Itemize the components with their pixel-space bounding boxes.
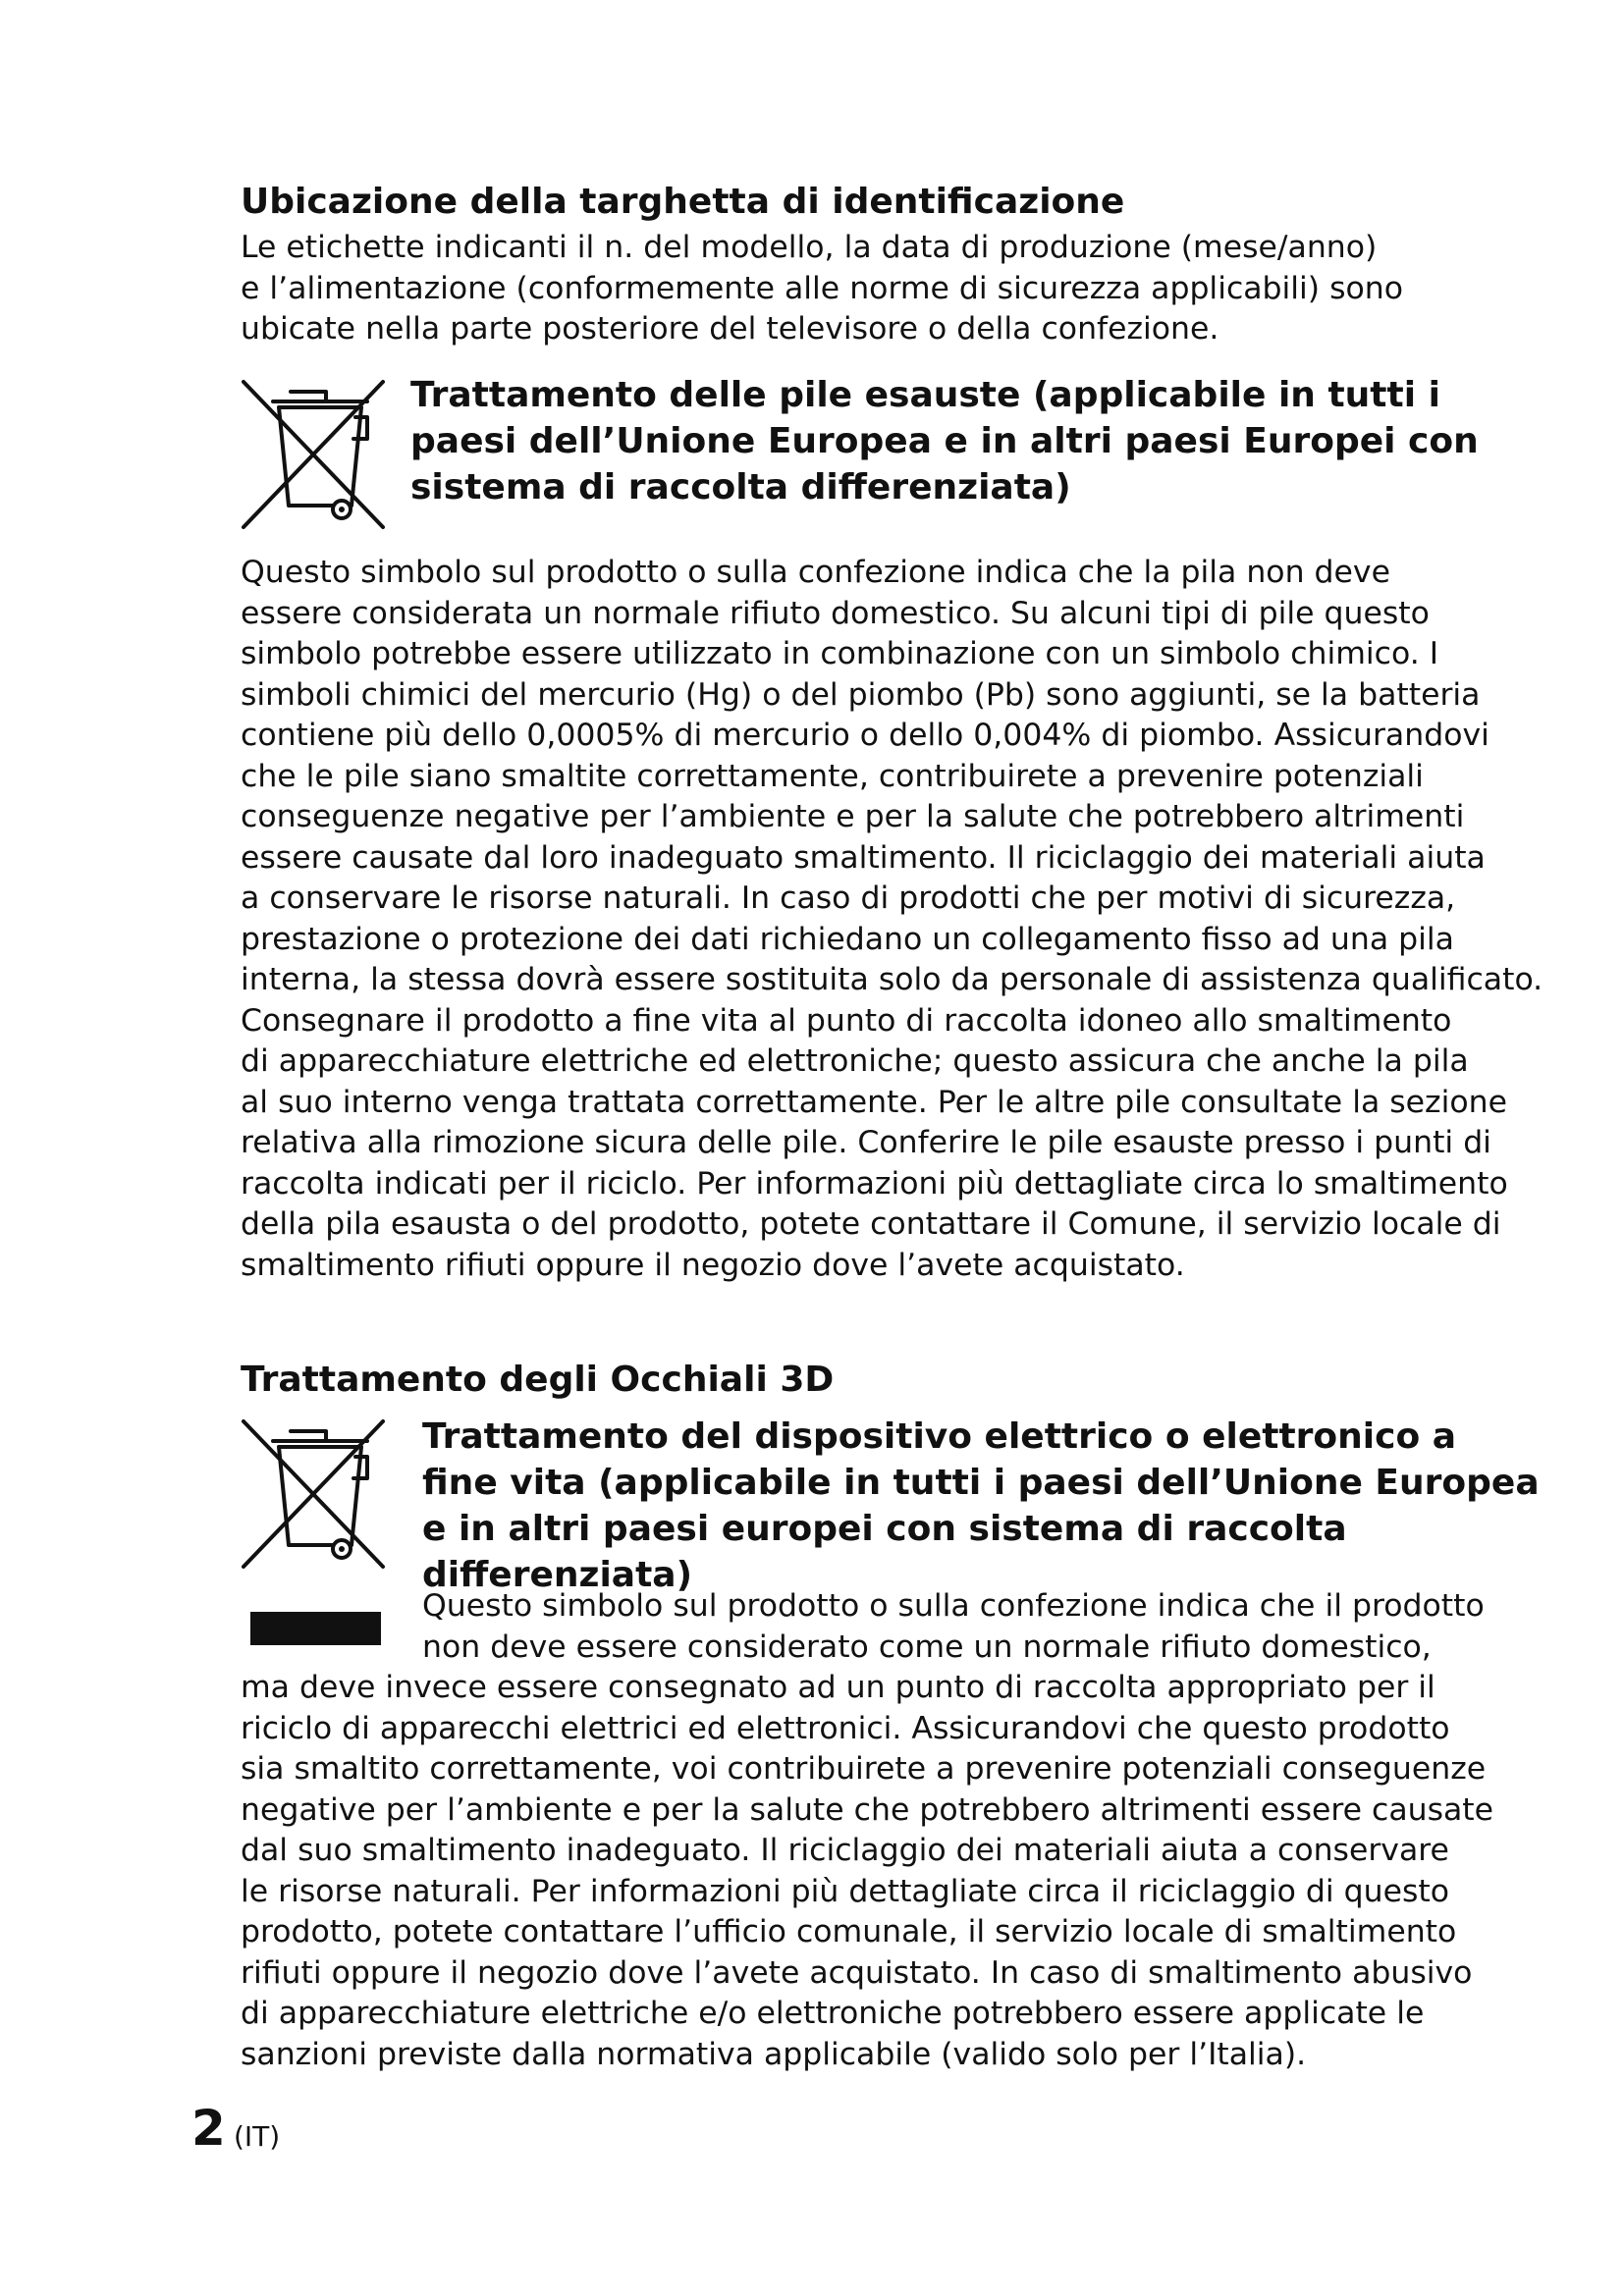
batteries-title bbox=[410, 372, 1479, 510]
paragraph-line: prestazione o protezione dei dati richiedano un collegamento fisso ad una pila bbox=[241, 921, 1454, 957]
paragraph-line: al suo interno venga trattata correttamente. Per le altre pile consultate la sezione bbox=[241, 1084, 1507, 1120]
paragraph-line: negative per l’ambiente e per la salute che potrebbero altrimenti essere causate bbox=[241, 1791, 1494, 1828]
paragraph-line: dal suo smaltimento inadeguato. Il riciclaggio dei materiali aiuta a conservare bbox=[241, 1833, 1449, 1868]
paragraph-line: a conservare le risorse naturali. In caso di prodotti che per motivi di sicurezza, bbox=[241, 881, 1456, 916]
crossed-out-wheeled-bin-icon bbox=[240, 1417, 387, 1573]
title-line: differenziata) bbox=[422, 1555, 693, 1595]
paragraph-line: di apparecchiature elettriche ed elettroniche; questo assicura che anche la pila bbox=[241, 1043, 1469, 1079]
paragraph-line: relativa alla rimozione sicura delle pile. Conferire le pile esauste presso i punti di bbox=[241, 1125, 1491, 1160]
paragraph-line: interna, la stessa dovrà essere sostituita solo da personale di assistenza qualificato. bbox=[241, 962, 1543, 997]
paragraph-line: riciclo di apparecchi elettrici ed elettronici. Assicurandovi che questo prodotto bbox=[241, 1710, 1450, 1746]
paragraph-line: le risorse naturali. Per informazioni più dettagliate circa il riciclaggio di questo bbox=[241, 1873, 1450, 1909]
title-line: fine vita (applicabile in tutti i paesi dell’Unione Europea bbox=[422, 1463, 1540, 1503]
paragraph-line: della pila esausta o del prodotto, potete contattare il Comune, il servizio locale di bbox=[241, 1206, 1501, 1242]
page-number: 2 bbox=[191, 2100, 226, 2157]
title-line: Trattamento del dispositivo elettrico o elettronico a bbox=[422, 1416, 1457, 1457]
paragraph-line: ma deve invece essere consegnato ad un punto di raccolta appropriato per il bbox=[241, 1670, 1435, 1705]
glasses-heading: Trattamento degli Occhiali 3D bbox=[241, 1360, 835, 1400]
paragraph-line: raccolta indicati per il riciclo. Per informazioni più dettagliate circa lo smaltimento bbox=[241, 1165, 1508, 1201]
page-language: (IT) bbox=[234, 2120, 281, 2153]
batteries-paragraph bbox=[241, 553, 1543, 1286]
title-line: paesi dell’Unione Europea e in altri paesi Europei con bbox=[410, 421, 1479, 461]
paragraph-line: essere considerata un normale rifiuto domestico. Su alcuni tipi di pile questo bbox=[241, 595, 1430, 631]
title-line: Trattamento delle pile esauste (applicabile in tutti i bbox=[410, 375, 1440, 415]
paragraph-line: essere causate dal loro inadeguato smaltimento. Il riciclaggio dei materiali aiuta bbox=[241, 839, 1486, 876]
paragraph-line: sia smaltito correttamente, voi contribuirete a prevenire potenziali conseguenze bbox=[241, 1751, 1487, 1787]
paragraph-line: sanzioni previste dalla normativa applicabile (valido solo per l’Italia). bbox=[241, 2036, 1307, 2072]
paragraph-line: e l’alimentazione (conformemente alle norme di sicurezza applicabili) sono bbox=[241, 270, 1404, 306]
crossed-out-wheeled-bin-icon bbox=[240, 378, 387, 533]
title-line: sistema di raccolta differenziata) bbox=[410, 467, 1071, 507]
paragraph-line: non deve essere considerato come un normale rifiuto domestico, bbox=[422, 1629, 1432, 1665]
glasses-indented-paragraph bbox=[422, 1586, 1485, 1668]
paragraph-line: simbolo potrebbe essere utilizzato in combinazione con un simbolo chimico. I bbox=[241, 636, 1439, 671]
paragraph-line: ubicate nella parte posteriore del televisore o della confezione. bbox=[241, 311, 1219, 347]
paragraph-line: contiene più dello 0,0005% di mercurio o dello 0,004% di piombo. Assicurandovi bbox=[241, 718, 1489, 753]
paragraph-line: rifiuti oppure il negozio dove l’avete acquistato. In caso di smaltimento abusivo bbox=[241, 1954, 1473, 1991]
paragraph-line: simboli chimici del mercurio (Hg) o del piombo (Pb) sono aggiunti, se la batteria bbox=[241, 676, 1481, 713]
glasses-title bbox=[422, 1414, 1540, 1598]
paragraph-line: Consegnare il prodotto a fine vita al punto di raccolta idoneo allo smaltimento bbox=[241, 1002, 1452, 1039]
glasses-paragraph bbox=[241, 1668, 1493, 2075]
paragraph-line: prodotto, potete contattare l’ufficio comunale, il servizio locale di smaltimento bbox=[241, 1914, 1457, 1949]
paragraph-line: conseguenze negative per l’ambiente e per la salute che potrebbero altrimenti bbox=[241, 799, 1465, 834]
location-paragraph bbox=[241, 228, 1403, 350]
paragraph-line: che le pile siano smaltite correttamente, contribuirete a prevenire potenziali bbox=[241, 758, 1424, 794]
paragraph-line: Questo simbolo sul prodotto o sulla confezione indica che la pila non deve bbox=[241, 555, 1390, 590]
paragraph-line: di apparecchiature elettriche e/o elettroniche potrebbero essere applicate le bbox=[241, 1996, 1425, 2031]
paragraph-line: Questo simbolo sul prodotto o sulla confezione indica che il prodotto bbox=[422, 1588, 1485, 1624]
paragraph-line: Le etichette indicanti il n. del modello, la data di produzione (mese/anno) bbox=[241, 230, 1378, 265]
separate-collection-bar bbox=[250, 1612, 381, 1645]
title-line: e in altri paesi europei con sistema di raccolta bbox=[422, 1509, 1347, 1549]
paragraph-line: smaltimento rifiuti oppure il negozio dove l’avete acquistato. bbox=[241, 1247, 1185, 1283]
location-heading: Ubicazione della targhetta di identificazione bbox=[241, 182, 1125, 222]
